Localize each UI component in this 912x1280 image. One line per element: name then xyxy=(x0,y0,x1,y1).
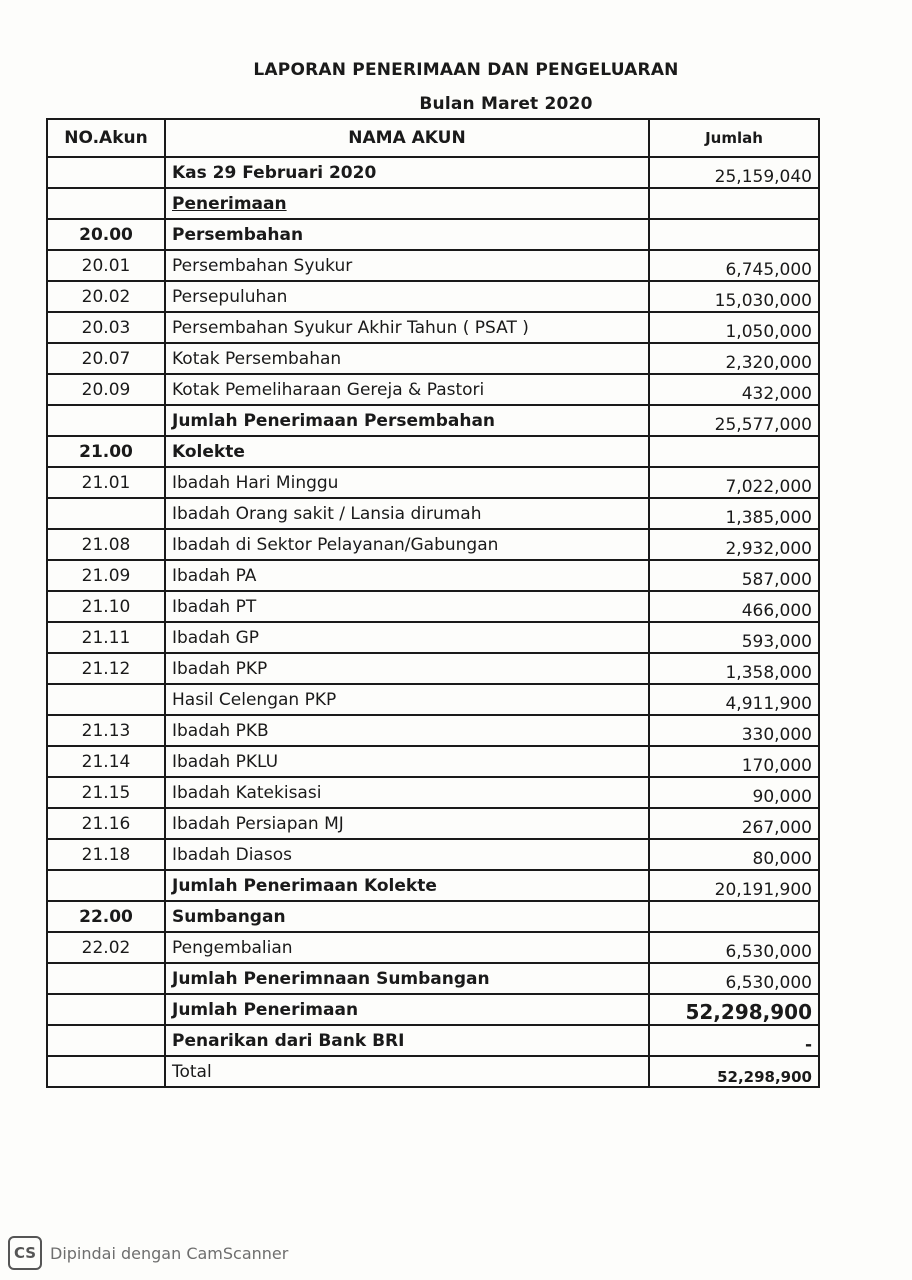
table-row xyxy=(47,808,819,839)
amount-cell: 466,000 xyxy=(649,591,819,622)
account-name-cell: Jumlah Penerimaan Persembahan xyxy=(165,405,649,436)
table-row xyxy=(47,498,819,529)
account-name-cell: Ibadah PA xyxy=(165,560,649,591)
account-name-cell: Persembahan Syukur xyxy=(165,250,649,281)
account-number-cell: 21.01 xyxy=(47,467,165,498)
account-number-cell xyxy=(47,405,165,436)
account-number-cell xyxy=(47,994,165,1025)
account-name-cell: Kotak Pemeliharaan Gereja & Pastori xyxy=(165,374,649,405)
amount-cell: 90,000 xyxy=(649,777,819,808)
account-name-cell: Ibadah Diasos xyxy=(165,839,649,870)
account-number-cell: 22.02 xyxy=(47,932,165,963)
account-number-cell: 21.13 xyxy=(47,715,165,746)
amount-cell: 1,358,000 xyxy=(649,653,819,684)
account-name-cell: Ibadah Hari Minggu xyxy=(165,467,649,498)
table-row xyxy=(47,405,819,436)
account-number-cell: 21.14 xyxy=(47,746,165,777)
amount-cell xyxy=(649,188,819,219)
table-row xyxy=(47,529,819,560)
amount-cell: 2,320,000 xyxy=(649,343,819,374)
amount-cell: 7,022,000 xyxy=(649,467,819,498)
amount-cell: 25,577,000 xyxy=(649,405,819,436)
table-row xyxy=(47,250,819,281)
account-number-cell: 20.09 xyxy=(47,374,165,405)
report-table-body xyxy=(47,157,819,1087)
account-number-cell: 20.07 xyxy=(47,343,165,374)
table-row xyxy=(47,622,819,653)
account-number-cell: 21.11 xyxy=(47,622,165,653)
table-row xyxy=(47,901,819,932)
account-number-cell xyxy=(47,684,165,715)
account-name-cell: Persembahan xyxy=(165,219,649,250)
account-number-cell xyxy=(47,1056,165,1087)
amount-cell: 6,745,000 xyxy=(649,250,819,281)
account-name-cell: Ibadah PKLU xyxy=(165,746,649,777)
account-name-cell: Penarikan dari Bank BRI xyxy=(165,1025,649,1056)
account-number-cell: 21.00 xyxy=(47,436,165,467)
amount-cell: 593,000 xyxy=(649,622,819,653)
table-row xyxy=(47,436,819,467)
account-number-cell: 21.18 xyxy=(47,839,165,870)
amount-cell: 15,030,000 xyxy=(649,281,819,312)
account-name-cell: Ibadah GP xyxy=(165,622,649,653)
amount-cell: 587,000 xyxy=(649,560,819,591)
amount-cell: 432,000 xyxy=(649,374,819,405)
scanner-watermark xyxy=(8,1236,288,1270)
table-row xyxy=(47,870,819,901)
account-name-cell: Ibadah di Sektor Pelayanan/Gabungan xyxy=(165,529,649,560)
table-row xyxy=(47,994,819,1025)
account-name-cell: Ibadah Orang sakit / Lansia dirumah xyxy=(165,498,649,529)
table-row xyxy=(47,312,819,343)
account-name-cell: Kas 29 Februari 2020 xyxy=(165,157,649,188)
account-name-cell: Ibadah PKP xyxy=(165,653,649,684)
account-name-cell: Pengembalian xyxy=(165,932,649,963)
table-row xyxy=(47,1056,819,1087)
account-name-cell: Persembahan Syukur Akhir Tahun ( PSAT ) xyxy=(165,312,649,343)
account-number-cell xyxy=(47,188,165,219)
account-number-cell xyxy=(47,498,165,529)
table-row xyxy=(47,777,819,808)
amount-cell: 170,000 xyxy=(649,746,819,777)
account-name-cell: Kolekte xyxy=(165,436,649,467)
amount-cell: 1,050,000 xyxy=(649,312,819,343)
table-row xyxy=(47,963,819,994)
amount-cell: 52,298,900 xyxy=(649,994,819,1025)
account-name-cell: Hasil Celengan PKP xyxy=(165,684,649,715)
table-row xyxy=(47,653,819,684)
amount-cell: 6,530,000 xyxy=(649,932,819,963)
account-number-cell xyxy=(47,157,165,188)
account-number-cell: 21.08 xyxy=(47,529,165,560)
table-row xyxy=(47,157,819,188)
account-name-cell: Jumlah Penerimaan xyxy=(165,994,649,1025)
account-number-cell: 20.03 xyxy=(47,312,165,343)
amount-cell: 2,932,000 xyxy=(649,529,819,560)
amount-cell: 52,298,900 xyxy=(649,1056,819,1087)
table-header-row xyxy=(47,119,819,157)
scanner-text: Dipindai dengan CamScanner xyxy=(50,1243,289,1263)
report-period: Bulan Maret 2020 xyxy=(419,94,593,114)
account-name-cell: Total xyxy=(165,1056,649,1087)
account-number-cell xyxy=(47,870,165,901)
account-number-cell xyxy=(47,963,165,994)
table-row xyxy=(47,932,819,963)
account-name-cell: Kotak Persembahan xyxy=(165,343,649,374)
account-number-cell: 21.12 xyxy=(47,653,165,684)
report-table xyxy=(46,118,820,1088)
amount-cell: 20,191,900 xyxy=(649,870,819,901)
table-row xyxy=(47,715,819,746)
report-title: LAPORAN PENERIMAAN DAN PENGELUARAN xyxy=(253,60,679,80)
account-name-cell: Sumbangan xyxy=(165,901,649,932)
account-name-cell: Ibadah PKB xyxy=(165,715,649,746)
amount-cell xyxy=(649,219,819,250)
amount-cell: 1,385,000 xyxy=(649,498,819,529)
account-name-cell: Persepuluhan xyxy=(165,281,649,312)
table-row xyxy=(47,746,819,777)
table-row xyxy=(47,188,819,219)
camscanner-logo-icon: CS xyxy=(8,1236,42,1270)
amount-cell: 80,000 xyxy=(649,839,819,870)
table-row xyxy=(47,281,819,312)
account-number-cell: 21.10 xyxy=(47,591,165,622)
amount-cell: - xyxy=(649,1025,819,1056)
amount-cell: 4,911,900 xyxy=(649,684,819,715)
amount-cell xyxy=(649,901,819,932)
amount-cell: 267,000 xyxy=(649,808,819,839)
header-account-number: NO.Akun xyxy=(47,119,165,157)
account-name-cell: Ibadah PT xyxy=(165,591,649,622)
account-number-cell: 21.15 xyxy=(47,777,165,808)
account-number-cell: 20.02 xyxy=(47,281,165,312)
table-row xyxy=(47,684,819,715)
account-number-cell: 21.09 xyxy=(47,560,165,591)
table-row xyxy=(47,374,819,405)
account-number-cell: 20.01 xyxy=(47,250,165,281)
account-name-cell: Penerimaan xyxy=(165,188,649,219)
table-row xyxy=(47,467,819,498)
account-name-cell: Ibadah Katekisasi xyxy=(165,777,649,808)
header-account-name: NAMA AKUN xyxy=(165,119,649,157)
account-number-cell: 20.00 xyxy=(47,219,165,250)
table-row xyxy=(47,560,819,591)
account-number-cell: 22.00 xyxy=(47,901,165,932)
account-name-cell: Ibadah Persiapan MJ xyxy=(165,808,649,839)
amount-cell: 6,530,000 xyxy=(649,963,819,994)
table-row xyxy=(47,839,819,870)
header-amount: Jumlah xyxy=(649,119,819,157)
amount-cell: 330,000 xyxy=(649,715,819,746)
account-name-cell: Jumlah Penerimnaan Sumbangan xyxy=(165,963,649,994)
account-name-cell: Jumlah Penerimaan Kolekte xyxy=(165,870,649,901)
amount-cell: 25,159,040 xyxy=(649,157,819,188)
account-number-cell: 21.16 xyxy=(47,808,165,839)
amount-cell xyxy=(649,436,819,467)
table-row xyxy=(47,591,819,622)
table-row xyxy=(47,1025,819,1056)
table-row xyxy=(47,219,819,250)
account-number-cell xyxy=(47,1025,165,1056)
table-row xyxy=(47,343,819,374)
